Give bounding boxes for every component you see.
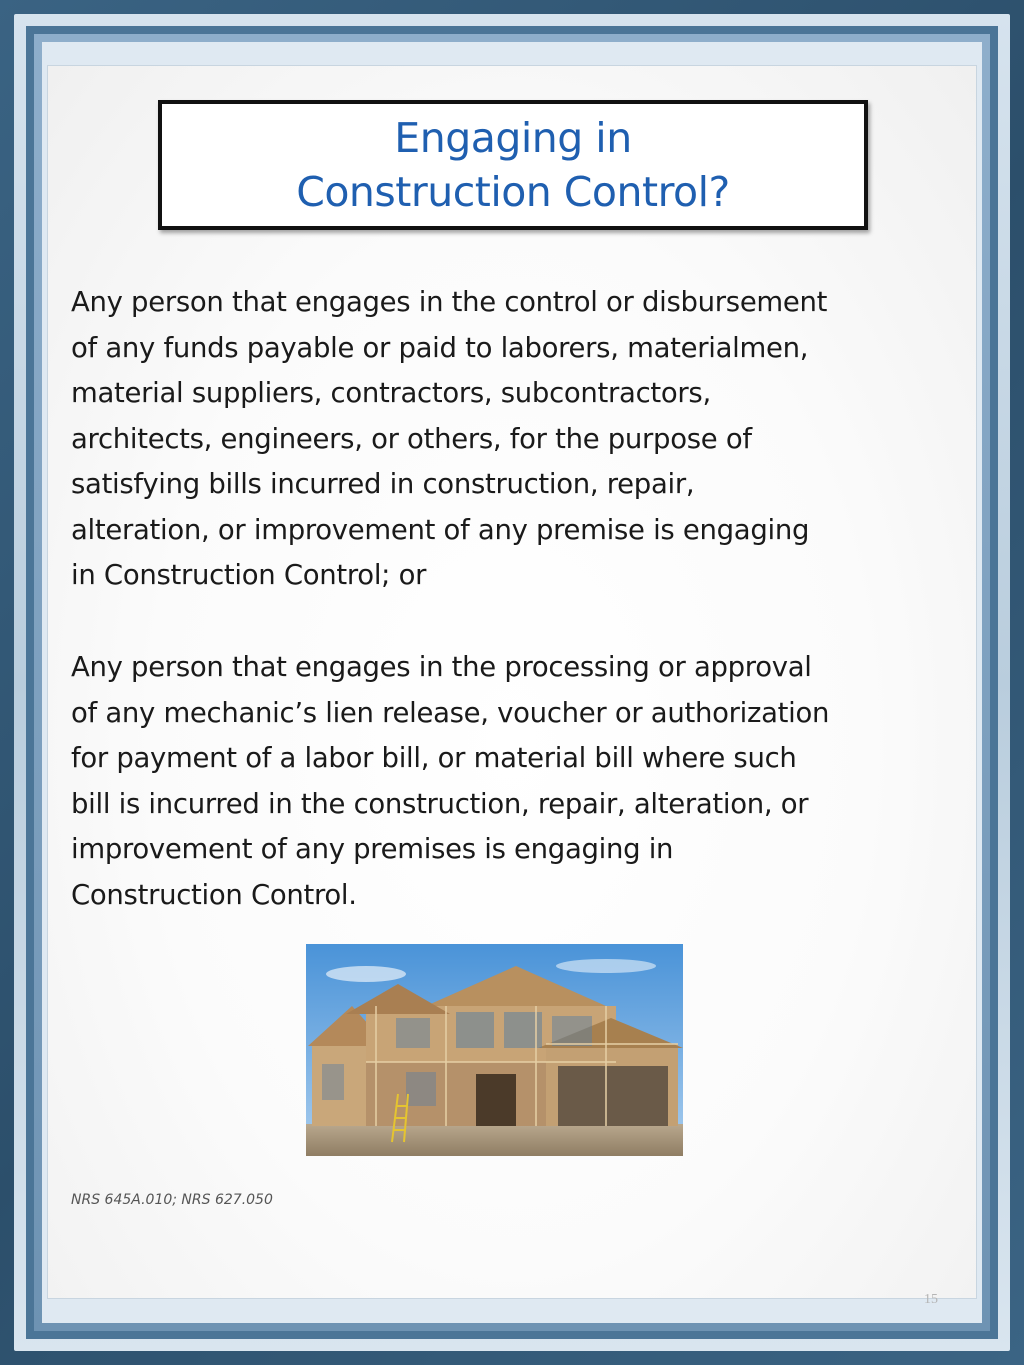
page-number: 15 — [924, 1292, 938, 1307]
house-under-construction-photo — [306, 944, 683, 1156]
paragraph-1-line: architects, engineers, or others, for the purpose of — [71, 422, 752, 455]
paragraph-2-line: for payment of a labor bill, or material bill where such — [71, 742, 797, 774]
paragraph-1-line: of any funds payable or paid to laborers, materialmen, — [71, 331, 809, 364]
paragraph-1-line: Any person that engages in the control or disbursement — [71, 286, 828, 318]
paragraph-1-line: alteration, or improvement of any premise is engaging — [71, 513, 810, 546]
paragraph-2-line: improvement of any premises is engaging in — [71, 833, 674, 865]
title-box — [158, 100, 868, 230]
paragraph-2 — [71, 645, 951, 918]
paragraph-1-line: in Construction Control; or — [71, 559, 427, 591]
paragraph-1-line: material suppliers, contractors, subcontractors, — [71, 377, 711, 409]
title-line-2: Construction Control? — [296, 168, 730, 216]
paragraph-2-line: bill is incurred in the construction, repair, alteration, or — [71, 787, 809, 820]
paragraph-2-line: Any person that engages in the processing or approval — [71, 651, 812, 683]
paragraph-1 — [71, 280, 951, 599]
slide-page — [48, 66, 976, 1307]
paragraph-2-line: of any mechanic’s lien release, voucher or authorization — [71, 696, 830, 729]
title-line-1: Engaging in — [394, 114, 632, 162]
paragraph-1-line: satisfying bills incurred in construction, repair, — [71, 468, 695, 500]
paragraph-2-line: Construction Control. — [71, 878, 357, 911]
legal-citation: NRS 645A.010; NRS 627.050 — [71, 1192, 273, 1208]
